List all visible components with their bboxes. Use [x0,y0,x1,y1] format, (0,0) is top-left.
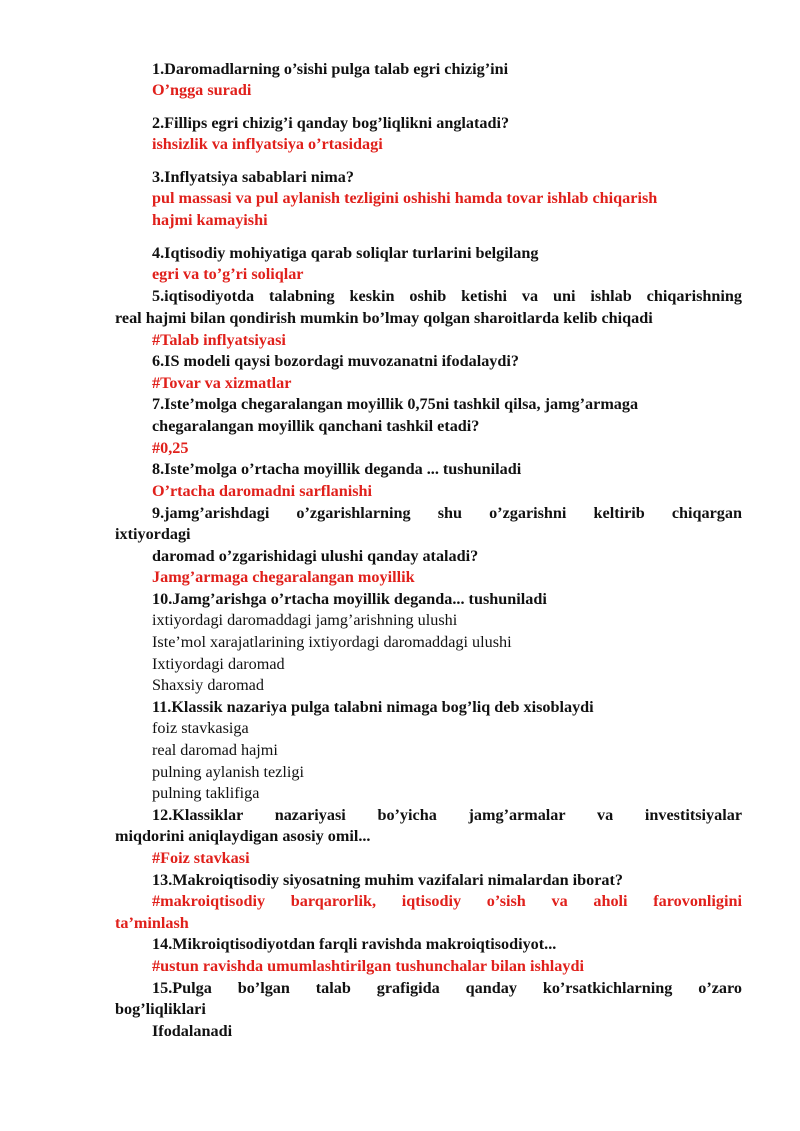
answer-1: O’ngga suradi [152,81,252,99]
question-14: 14.Mikroiqtisodiyotdan farqli ravishda makroiqtisodiyot... [152,935,557,953]
question-15-line-1: 15.Pulga bo’lgan talab grafigida qanday ko’rsatkichlarning o’zaro [152,979,742,997]
question-15-line-3: Ifodalanadi [152,1022,233,1040]
option-10-a: ixtiyordagi daromaddagi jamg’arishning ulushi [152,611,458,629]
question-12-line-2: miqdorini aniqlaydigan asosiy omil... [115,827,371,845]
question-13: 13.Makroiqtisodiy siyosatning muhim vazifalari nimalardan iborat? [152,871,623,889]
option-11-a: foiz stavkasiga [152,719,249,737]
question-2: 2.Fillips egri chizig’i qanday bog’liqlikni anglatadi? [152,114,510,132]
answer-9: Jamg’armaga chegaralangan moyillik [152,568,415,586]
answer-5: #Talab inflyatsiyasi [152,331,286,349]
answer-4: egri va to’g’ri soliqlar [152,265,304,283]
answer-6: #Tovar va xizmatlar [152,374,292,392]
option-10-c: Ixtiyordagi daromad [152,655,285,673]
option-11-d: pulning taklifiga [152,784,260,802]
question-9-line-2: ixtiyordagi [115,525,191,543]
question-5-line-2: real hajmi bilan qondirish mumkin bo’lmay qolgan sharoitlarda kelib chiqadi [115,309,653,327]
question-3: 3.Inflyatsiya sabablari nima? [152,168,354,186]
answer-8: O’rtacha daromadni sarflanishi [152,482,373,500]
question-9-line-3: daromad o’zgarishidagi ulushi qanday ataladi? [152,547,479,565]
question-15-line-2: bog’liqliklari [115,1000,206,1018]
question-4: 4.Iqtisodiy mohiyatiga qarab soliqlar turlarini belgilang [152,244,539,262]
answer-3-line-1: pul massasi va pul aylanish tezligini oshishi hamda tovar ishlab chiqarish [152,189,658,207]
question-7-line-2: chegaralangan moyillik qanchani tashkil etadi? [152,417,480,435]
answer-13-line-1: #makroiqtisodiy barqarorlik, iqtisodiy o’sish va aholi farovonligini [152,892,742,910]
question-9-line-1: 9.jamg’arishdagi o’zgarishlarning shu o’zgarishni keltirib chiqargan [152,504,742,522]
question-10: 10.Jamg’arishga o’rtacha moyillik deganda... tushuniladi [152,590,547,608]
answer-12: #Foiz stavkasi [152,849,250,867]
option-11-b: real daromad hajmi [152,741,278,759]
option-10-d: Shaxsiy daromad [152,676,264,694]
question-5-line-1: 5.iqtisodiyotda talabning keskin oshib ketishi va uni ishlab chiqarishning [152,287,742,305]
option-11-c: pulning aylanish tezligi [152,763,304,781]
answer-2: ishsizlik va inflyatsiya o’rtasidagi [152,135,383,153]
answer-7: #0,25 [152,439,189,457]
question-12-line-1: 12.Klassiklar nazariyasi bo’yicha jamg’armalar va investitsiyalar [152,806,742,824]
option-10-b: Iste’mol xarajatlarining ixtiyordagi daromaddagi ulushi [152,633,512,651]
question-1: 1.Daromadlarning o’sishi pulga talab egri chizig’ini [152,60,509,78]
question-6: 6.IS modeli qaysi bozordagi muvozanatni ifodalaydi? [152,352,519,370]
answer-14: #ustun ravishda umumlashtirilgan tushunchalar bilan ishlaydi [152,957,584,975]
question-7-line-1: 7.Iste’molga chegaralangan moyillik 0,75ni tashkil qilsa, jamg’armaga [152,395,639,413]
question-8: 8.Iste’molga o’rtacha moyillik deganda ... tushuniladi [152,460,522,478]
answer-3-line-2: hajmi kamayishi [152,211,268,229]
question-11: 11.Klassik nazariya pulga talabni nimaga bog’liq deb xisoblaydi [152,698,594,716]
answer-13-line-2: ta’minlash [115,914,189,932]
